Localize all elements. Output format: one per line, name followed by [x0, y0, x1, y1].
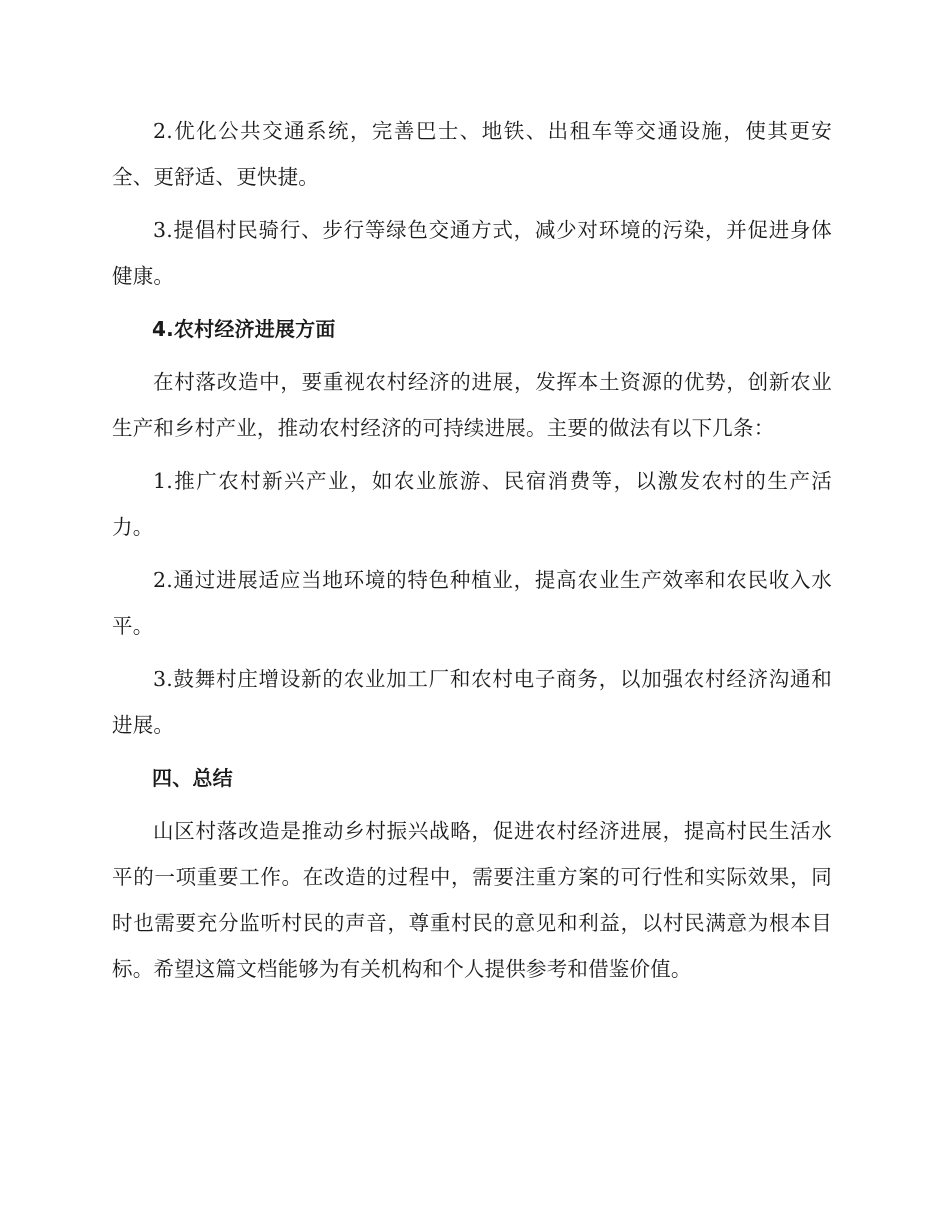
paragraph-rural-economy-intro: 在村落改造中，要重视农村经济的进展，发挥本土资源的优势，创新农业生产和乡村产业，推动农村经济的可持续进展。主要的做法有以下几条：	[112, 370, 832, 440]
paragraph-summary: 山区村落改造是推动乡村振兴战略，促进农村经济进展，提高村民生活水平的一项重要工作。在改造的过程中，需要注重方案的可行性和实际效果，同时也需要充分监听村民的声音，尊重村民的意见和利益，以村民满意为根本目标。希望这篇文档能够为有关机构和个人提供参考和借鉴价值。	[112, 819, 832, 981]
section-heading-rural-economy: 4.农村经济进展方面	[152, 317, 336, 341]
list-item-green-travel: 3.提倡村民骑行、步行等绿色交通方式，减少对环境的污染，并促进身体健康。	[112, 218, 832, 288]
list-item-processing-ecommerce: 3.鼓舞村庄增设新的农业加工厂和农村电子商务，以加强农村经济沟通和进展。	[112, 667, 832, 737]
list-item-new-industries: 1.推广农村新兴产业，如农业旅游、民宿消费等，以激发农村的生产活力。	[112, 469, 832, 539]
section-heading-summary: 四、总结	[152, 766, 233, 790]
document-body	[112, 108, 832, 992]
list-item-transit: 2.优化公共交通系统，完善巴士、地铁、出租车等交通设施，使其更安全、更舒适、更快捷。	[112, 119, 832, 189]
list-item-specialty-planting: 2.通过进展适应当地环境的特色种植业，提高农业生产效率和农民收入水平。	[112, 568, 832, 638]
